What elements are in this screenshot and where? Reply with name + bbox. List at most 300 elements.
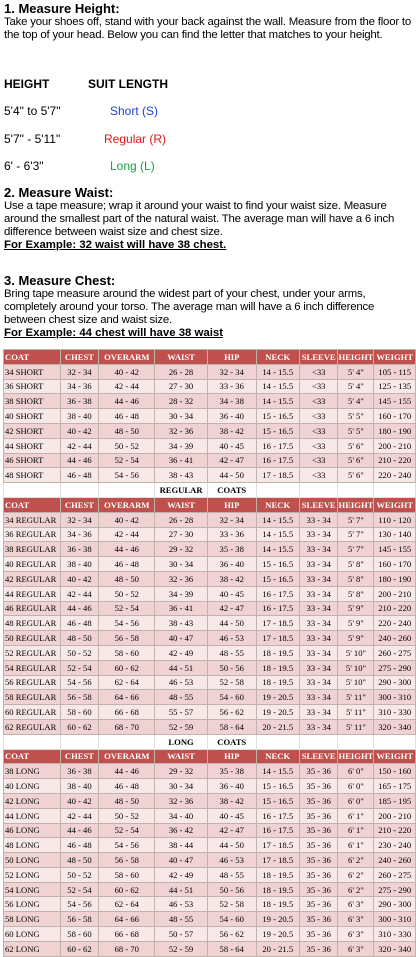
table-cell: 44 - 46 bbox=[60, 453, 99, 468]
table-cell: 48 - 50 bbox=[99, 423, 155, 438]
table-row bbox=[4, 867, 416, 882]
table-cell: 18 - 19.5 bbox=[256, 867, 299, 882]
table-row bbox=[4, 586, 416, 601]
table-cell: 33 - 34 bbox=[299, 586, 338, 601]
table-cell: 35 - 36 bbox=[299, 808, 338, 823]
table-cell: 50 - 52 bbox=[99, 808, 155, 823]
table-cell: 34 SHORT bbox=[4, 364, 61, 379]
table-cell: 48 - 55 bbox=[207, 867, 256, 882]
table-cell: 36 - 38 bbox=[60, 542, 99, 557]
table-cell: 6' 3" bbox=[338, 941, 374, 956]
table-cell: 32 - 36 bbox=[155, 793, 208, 808]
table-cell: 44 - 46 bbox=[99, 764, 155, 779]
table-cell: 105 - 115 bbox=[374, 364, 416, 379]
table-row bbox=[4, 409, 416, 424]
table-row bbox=[4, 808, 416, 823]
table-subheader-row bbox=[4, 483, 416, 498]
table-cell: WAIST bbox=[155, 497, 208, 512]
table-cell: 35 - 38 bbox=[207, 542, 256, 557]
table-cell: 6' 0" bbox=[338, 764, 374, 779]
table-row bbox=[4, 941, 416, 956]
table-cell: 40 - 45 bbox=[207, 586, 256, 601]
table-cell: 14 - 15.5 bbox=[256, 394, 299, 409]
table-cell: 52 - 54 bbox=[99, 453, 155, 468]
table-row bbox=[4, 897, 416, 912]
table-cell: 6' 3" bbox=[338, 927, 374, 942]
table-cell: 34 - 36 bbox=[60, 379, 99, 394]
table-cell: COATS bbox=[207, 734, 256, 749]
table-cell: 62 - 64 bbox=[99, 897, 155, 912]
table-cell: 42 - 44 bbox=[99, 379, 155, 394]
table-cell: 5' 8" bbox=[338, 571, 374, 586]
table-cell: WAIST bbox=[155, 749, 208, 764]
table-cell: OVERARM bbox=[99, 497, 155, 512]
table-cell: 38 REGULAR bbox=[4, 542, 61, 557]
table-cell: 16 - 17.5 bbox=[256, 808, 299, 823]
table-cell: 60 - 62 bbox=[99, 882, 155, 897]
table-cell: 38 - 44 bbox=[155, 838, 208, 853]
table-cell: REGULAR bbox=[155, 483, 208, 498]
table-cell: 14 - 15.5 bbox=[256, 364, 299, 379]
table-cell: OVERARM bbox=[99, 749, 155, 764]
table-cell: 58 LONG bbox=[4, 912, 61, 927]
table-cell: 275 - 290 bbox=[374, 882, 416, 897]
table-cell: HEIGHT bbox=[338, 497, 374, 512]
table-cell: 35 - 36 bbox=[299, 764, 338, 779]
table-cell: 180 - 190 bbox=[374, 571, 416, 586]
table-cell: 48 - 50 bbox=[60, 853, 99, 868]
table-cell: 36 - 40 bbox=[207, 779, 256, 794]
table-cell: 150 - 160 bbox=[374, 764, 416, 779]
table-cell: 68 - 70 bbox=[99, 941, 155, 956]
table-cell: 50 LONG bbox=[4, 853, 61, 868]
table-cell: CHEST bbox=[60, 350, 99, 365]
table-cell: 35 - 36 bbox=[299, 927, 338, 942]
table-cell: 66 - 68 bbox=[99, 705, 155, 720]
table-cell: 15 - 16.5 bbox=[256, 409, 299, 424]
table-cell: 44 - 46 bbox=[60, 601, 99, 616]
table-cell: NECK bbox=[256, 350, 299, 365]
table-cell: NECK bbox=[256, 497, 299, 512]
table-cell: 200 - 210 bbox=[374, 586, 416, 601]
table-cell: 30 - 34 bbox=[155, 409, 208, 424]
table-cell: 58 - 60 bbox=[99, 867, 155, 882]
table-cell: 42 LONG bbox=[4, 793, 61, 808]
table-cell: 14 - 15.5 bbox=[256, 764, 299, 779]
table-cell: 46 - 53 bbox=[207, 631, 256, 646]
table-cell: <33 bbox=[299, 423, 338, 438]
table-cell: 18 - 19.5 bbox=[256, 675, 299, 690]
table-cell: 44 - 50 bbox=[207, 468, 256, 483]
table-cell: 33 - 34 bbox=[299, 631, 338, 646]
table-cell: 52 - 59 bbox=[155, 941, 208, 956]
table-cell: <33 bbox=[299, 438, 338, 453]
table-cell: 38 - 40 bbox=[60, 409, 99, 424]
table-cell: 33 - 34 bbox=[299, 705, 338, 720]
table-cell: 46 - 48 bbox=[99, 779, 155, 794]
table-cell: 40 SHORT bbox=[4, 409, 61, 424]
table-cell: 210 - 220 bbox=[374, 453, 416, 468]
table-cell: 33 - 34 bbox=[299, 660, 338, 675]
table-row bbox=[4, 838, 416, 853]
table-cell: 33 - 34 bbox=[299, 719, 338, 734]
table-cell: 19 - 20.5 bbox=[256, 705, 299, 720]
section-measure-height bbox=[4, 2, 414, 42]
table-cell: 5' 6" bbox=[338, 453, 374, 468]
section-text: Use a tape measure; wrap it around your waist to find your waist size. Measure around the smallest part of the natural waist. The average man will have a 6 inch difference between waist size and chest size. bbox=[4, 200, 395, 238]
table-cell: 44 - 50 bbox=[207, 616, 256, 631]
table-cell: 46 - 53 bbox=[155, 675, 208, 690]
table-cell: 33 - 34 bbox=[299, 542, 338, 557]
table-cell: 6' 3" bbox=[338, 897, 374, 912]
table-cell: 38 - 43 bbox=[155, 616, 208, 631]
table-cell: COAT bbox=[4, 497, 61, 512]
table-row bbox=[4, 912, 416, 927]
table-cell: 5' 6" bbox=[338, 438, 374, 453]
table-cell: 290 - 300 bbox=[374, 897, 416, 912]
table-cell: 42 - 47 bbox=[207, 601, 256, 616]
table-cell: 46 - 53 bbox=[155, 897, 208, 912]
table-cell: 18 - 19.5 bbox=[256, 660, 299, 675]
table-cell: 34 REGULAR bbox=[4, 512, 61, 527]
table-cell bbox=[4, 734, 61, 749]
table-cell: 5' 9" bbox=[338, 601, 374, 616]
table-cell: 32 - 36 bbox=[155, 423, 208, 438]
table-cell: 42 SHORT bbox=[4, 423, 61, 438]
table-cell: 66 - 68 bbox=[99, 927, 155, 942]
table-cell: 185 - 195 bbox=[374, 793, 416, 808]
table-row bbox=[4, 512, 416, 527]
table-cell: 40 - 42 bbox=[60, 793, 99, 808]
table-cell: 46 - 48 bbox=[60, 838, 99, 853]
table-cell: 42 - 44 bbox=[60, 438, 99, 453]
table-cell: 38 - 40 bbox=[60, 557, 99, 572]
table-cell: 54 - 56 bbox=[60, 675, 99, 690]
table-cell: 6' 2" bbox=[338, 882, 374, 897]
table-cell: 50 - 56 bbox=[207, 660, 256, 675]
table-cell: 16 - 17.5 bbox=[256, 586, 299, 601]
table-row bbox=[4, 616, 416, 631]
table-cell: 54 - 60 bbox=[207, 690, 256, 705]
table-cell: 125 - 135 bbox=[374, 379, 416, 394]
table-cell: 15 - 16.5 bbox=[256, 571, 299, 586]
table-cell: 54 LONG bbox=[4, 882, 61, 897]
table-cell: 55 - 57 bbox=[155, 705, 208, 720]
table-cell: 44 REGULAR bbox=[4, 586, 61, 601]
table-row bbox=[4, 853, 416, 868]
table-cell: 52 LONG bbox=[4, 867, 61, 882]
table-cell: 52 - 54 bbox=[60, 882, 99, 897]
table-cell: 44 - 51 bbox=[155, 660, 208, 675]
table-cell: 14 - 15.5 bbox=[256, 512, 299, 527]
table-cell: 275 - 290 bbox=[374, 660, 416, 675]
table-cell: 110 - 120 bbox=[374, 512, 416, 527]
table-cell: 60 - 62 bbox=[60, 719, 99, 734]
table-cell bbox=[374, 483, 416, 498]
table-cell: 5' 4" bbox=[338, 364, 374, 379]
table-cell: 210 - 220 bbox=[374, 601, 416, 616]
table-cell: 46 - 48 bbox=[60, 616, 99, 631]
table-row bbox=[4, 542, 416, 557]
section-title: 2. Measure Waist: bbox=[4, 185, 114, 200]
table-cell: 36 SHORT bbox=[4, 379, 61, 394]
table-cell: 40 REGULAR bbox=[4, 557, 61, 572]
table-cell: 40 LONG bbox=[4, 779, 61, 794]
table-row bbox=[4, 823, 416, 838]
table-cell: CHEST bbox=[60, 497, 99, 512]
table-cell: 33 - 34 bbox=[299, 645, 338, 660]
table-cell bbox=[256, 734, 299, 749]
table-cell: <33 bbox=[299, 394, 338, 409]
table-cell: 62 - 64 bbox=[99, 675, 155, 690]
table-cell: 52 - 54 bbox=[60, 660, 99, 675]
table-cell: 310 - 330 bbox=[374, 927, 416, 942]
table-cell: 240 - 260 bbox=[374, 853, 416, 868]
table-cell: 26 - 28 bbox=[155, 364, 208, 379]
table-cell: 44 - 51 bbox=[155, 882, 208, 897]
table-cell: 26 - 28 bbox=[155, 512, 208, 527]
table-cell: 18 - 19.5 bbox=[256, 897, 299, 912]
table-row bbox=[4, 927, 416, 942]
table-cell: 5' 10" bbox=[338, 660, 374, 675]
table-cell: 14 - 15.5 bbox=[256, 542, 299, 557]
table-cell: 5' 5" bbox=[338, 409, 374, 424]
table-cell: 38 - 42 bbox=[207, 793, 256, 808]
table-row bbox=[4, 645, 416, 660]
table-cell: 58 - 64 bbox=[207, 941, 256, 956]
table-cell: 15 - 16.5 bbox=[256, 423, 299, 438]
section-measure-chest bbox=[4, 274, 414, 340]
table-cell: 33 - 34 bbox=[299, 557, 338, 572]
table-cell: 50 - 52 bbox=[60, 867, 99, 882]
table-cell: 46 - 48 bbox=[99, 557, 155, 572]
table-cell: 40 - 45 bbox=[207, 438, 256, 453]
table-cell: 5' 11" bbox=[338, 719, 374, 734]
table-cell: 210 - 220 bbox=[374, 823, 416, 838]
table-cell: 15 - 16.5 bbox=[256, 779, 299, 794]
table-cell: 14 - 15.5 bbox=[256, 379, 299, 394]
table-cell: 320 - 340 bbox=[374, 941, 416, 956]
table-cell: 62 LONG bbox=[4, 941, 61, 956]
table-cell: 5' 7" bbox=[338, 512, 374, 527]
section-text: Take your shoes off, stand with your back against the wall. Measure from the floor to the top of your head. Below you can find the letter that matches to your height. bbox=[4, 16, 411, 41]
table-cell: 46 - 48 bbox=[60, 468, 99, 483]
table-cell: 18 - 19.5 bbox=[256, 645, 299, 660]
table-cell: 42 - 49 bbox=[155, 867, 208, 882]
table-cell: 5' 7" bbox=[338, 527, 374, 542]
table-cell: 50 - 52 bbox=[99, 438, 155, 453]
table-cell: 32 - 36 bbox=[155, 571, 208, 586]
table-cell: 34 - 39 bbox=[155, 438, 208, 453]
table-cell: 6' 0" bbox=[338, 793, 374, 808]
table-cell: 6' 2" bbox=[338, 867, 374, 882]
table-row bbox=[4, 453, 416, 468]
table-cell: HIP bbox=[207, 497, 256, 512]
table-cell: 40 - 42 bbox=[60, 423, 99, 438]
table-cell: 27 - 30 bbox=[155, 527, 208, 542]
table-cell: 33 - 34 bbox=[299, 512, 338, 527]
table-cell: 19 - 20.5 bbox=[256, 690, 299, 705]
table-cell: <33 bbox=[299, 364, 338, 379]
table-cell: 5' 6" bbox=[338, 468, 374, 483]
table-row bbox=[4, 601, 416, 616]
table-cell: 16 - 17.5 bbox=[256, 453, 299, 468]
table-cell: 38 - 43 bbox=[155, 468, 208, 483]
table-cell: 46 - 48 bbox=[99, 409, 155, 424]
table-cell: 48 REGULAR bbox=[4, 616, 61, 631]
table-cell: 42 - 44 bbox=[99, 527, 155, 542]
table-cell: CHEST bbox=[60, 749, 99, 764]
table-row bbox=[4, 793, 416, 808]
table-cell: 6' 1" bbox=[338, 808, 374, 823]
table-cell: SLEEVE bbox=[299, 497, 338, 512]
section-measure-waist bbox=[4, 186, 414, 252]
table-cell: 29 - 32 bbox=[155, 542, 208, 557]
table-cell: 33 - 36 bbox=[207, 527, 256, 542]
table-cell: 38 - 42 bbox=[207, 571, 256, 586]
section-title: 3. Measure Chest: bbox=[4, 273, 116, 288]
table-row bbox=[4, 719, 416, 734]
table-cell: 56 - 58 bbox=[99, 853, 155, 868]
table-cell: 30 - 34 bbox=[155, 557, 208, 572]
table-row bbox=[4, 675, 416, 690]
table-cell: 38 LONG bbox=[4, 764, 61, 779]
table-cell: 52 - 54 bbox=[99, 601, 155, 616]
table-cell: 44 - 50 bbox=[207, 838, 256, 853]
section-text: Bring tape measure around the widest part of your chest, under your arms, completely around your torso. The average man will have a 6 inch difference between chest size and waist size. bbox=[4, 288, 375, 326]
table-row bbox=[4, 527, 416, 542]
table-cell: 300 - 310 bbox=[374, 690, 416, 705]
table-cell bbox=[99, 734, 155, 749]
table-cell: 5' 9" bbox=[338, 631, 374, 646]
table-cell: 38 - 40 bbox=[60, 779, 99, 794]
table-cell: 260 - 275 bbox=[374, 645, 416, 660]
table-cell: 40 - 42 bbox=[60, 571, 99, 586]
height-range: 6' - 6'3" bbox=[4, 159, 44, 173]
table-cell: 5' 10" bbox=[338, 645, 374, 660]
table-cell: 160 - 170 bbox=[374, 409, 416, 424]
table-cell bbox=[299, 483, 338, 498]
table-cell: 48 - 55 bbox=[207, 645, 256, 660]
table-cell: 44 - 46 bbox=[60, 823, 99, 838]
table-cell: 16 - 17.5 bbox=[256, 438, 299, 453]
table-cell: NECK bbox=[256, 749, 299, 764]
table-cell: 30 - 34 bbox=[155, 779, 208, 794]
table-cell: <33 bbox=[299, 379, 338, 394]
table-cell bbox=[338, 734, 374, 749]
height-suit-header bbox=[4, 77, 168, 91]
table-cell: 52 - 59 bbox=[155, 719, 208, 734]
table-cell bbox=[60, 734, 99, 749]
table-cell: 35 - 36 bbox=[299, 941, 338, 956]
table-cell: 46 SHORT bbox=[4, 453, 61, 468]
table-cell: 19 - 20.5 bbox=[256, 927, 299, 942]
table-cell: 54 - 56 bbox=[60, 897, 99, 912]
table-row bbox=[4, 557, 416, 572]
table-cell: SLEEVE bbox=[299, 749, 338, 764]
table-cell: 32 - 34 bbox=[207, 364, 256, 379]
table-cell: 5' 8" bbox=[338, 586, 374, 601]
table-cell: 54 - 60 bbox=[207, 912, 256, 927]
table-cell: 54 - 56 bbox=[99, 468, 155, 483]
table-cell: 60 - 62 bbox=[60, 941, 99, 956]
table-cell: 28 - 32 bbox=[155, 394, 208, 409]
table-cell: <33 bbox=[299, 409, 338, 424]
table-cell: 40 - 42 bbox=[99, 364, 155, 379]
table-cell: 17 - 18.5 bbox=[256, 853, 299, 868]
table-cell: 35 - 38 bbox=[207, 764, 256, 779]
table-cell: 35 - 36 bbox=[299, 867, 338, 882]
table-cell: 6' 2" bbox=[338, 853, 374, 868]
table-cell: <33 bbox=[299, 468, 338, 483]
table-cell: 18 - 19.5 bbox=[256, 882, 299, 897]
table-cell: 46 REGULAR bbox=[4, 601, 61, 616]
table-cell: 29 - 32 bbox=[155, 764, 208, 779]
table-cell: SLEEVE bbox=[299, 350, 338, 365]
table-cell: 5' 10" bbox=[338, 675, 374, 690]
table-row bbox=[4, 660, 416, 675]
table-cell: 35 - 36 bbox=[299, 897, 338, 912]
table-cell: 35 - 36 bbox=[299, 823, 338, 838]
table-cell: 58 - 60 bbox=[60, 927, 99, 942]
suit-length-regular: Regular (R) bbox=[104, 132, 167, 146]
table-cell: WEIGHT bbox=[374, 350, 416, 365]
table-cell: 54 - 56 bbox=[99, 838, 155, 853]
table-row bbox=[4, 882, 416, 897]
table-cell: 33 - 34 bbox=[299, 675, 338, 690]
suit-length-short: Short (S) bbox=[110, 104, 159, 118]
table-cell: 44 LONG bbox=[4, 808, 61, 823]
table-cell: 5' 11" bbox=[338, 690, 374, 705]
table-cell: 145 - 155 bbox=[374, 542, 416, 557]
table-cell: 60 REGULAR bbox=[4, 705, 61, 720]
table-cell: 64 - 66 bbox=[99, 912, 155, 927]
table-cell: 15 - 16.5 bbox=[256, 557, 299, 572]
table-cell: 33 - 34 bbox=[299, 616, 338, 631]
table-cell: 35 - 36 bbox=[299, 882, 338, 897]
table-cell: 240 - 260 bbox=[374, 631, 416, 646]
table-cell: 200 - 210 bbox=[374, 808, 416, 823]
table-cell: 34 - 38 bbox=[207, 394, 256, 409]
size-chart-table bbox=[3, 349, 416, 957]
table-cell: 33 - 36 bbox=[207, 379, 256, 394]
table-cell: 20 - 21.5 bbox=[256, 941, 299, 956]
table-cell: 17 - 18.5 bbox=[256, 616, 299, 631]
table-cell: 5' 4" bbox=[338, 379, 374, 394]
table-cell: 52 - 58 bbox=[207, 897, 256, 912]
table-cell: 42 - 49 bbox=[155, 645, 208, 660]
table-cell: 38 - 42 bbox=[207, 423, 256, 438]
table-cell: 6' 0" bbox=[338, 779, 374, 794]
table-cell: 36 - 38 bbox=[60, 764, 99, 779]
table-cell: 32 - 34 bbox=[60, 364, 99, 379]
table-subheader-row bbox=[4, 734, 416, 749]
table-cell bbox=[338, 483, 374, 498]
table-cell: 40 - 42 bbox=[99, 512, 155, 527]
section-title: 1. Measure Height: bbox=[4, 1, 120, 16]
table-cell: 35 - 36 bbox=[299, 793, 338, 808]
table-cell: 56 - 58 bbox=[60, 912, 99, 927]
table-cell: 42 - 44 bbox=[60, 808, 99, 823]
table-cell: 42 REGULAR bbox=[4, 571, 61, 586]
table-cell: 56 - 58 bbox=[99, 631, 155, 646]
example-text: For Example: 32 waist will have 38 chest. bbox=[4, 239, 227, 251]
table-cell: 50 - 56 bbox=[207, 882, 256, 897]
table-cell: 56 LONG bbox=[4, 897, 61, 912]
table-cell: 6' 1" bbox=[338, 823, 374, 838]
table-cell: 33 - 34 bbox=[299, 690, 338, 705]
table-cell: 60 - 62 bbox=[99, 660, 155, 675]
